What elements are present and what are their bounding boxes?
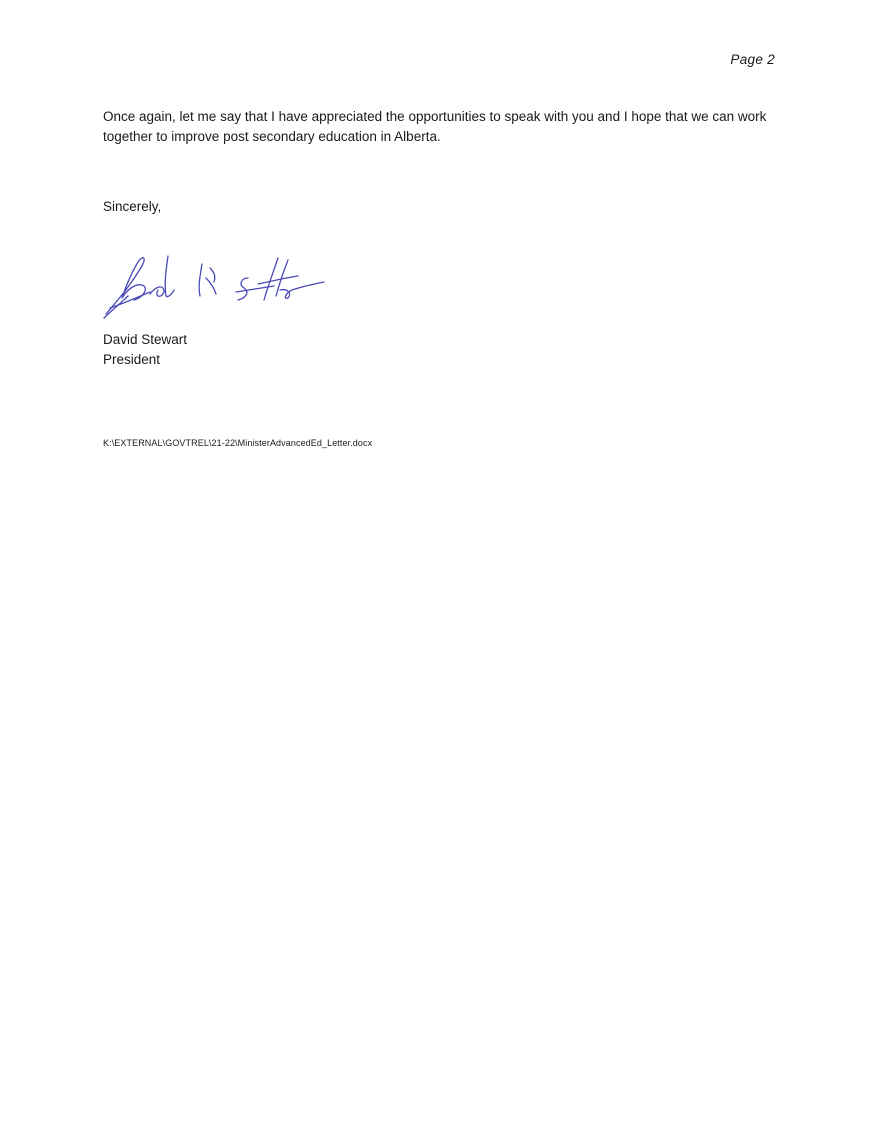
signer-title: President [103,352,161,367]
signer-name: David Stewart [103,332,188,347]
letter-closing: Sincerely, [103,199,162,214]
signer-block [103,330,187,370]
letter-body-paragraph: Once again, let me say that I have appreciated the opportunities to speak with you and I hope that we can work together to improve post secondary education in Alberta. [103,109,767,144]
document-file-path: K:\EXTERNAL\GOVTREL\21-22\MinisterAdvancedEd_Letter.docx [103,438,373,448]
page-number: Page 2 [730,52,775,67]
signature-icon [98,238,328,323]
